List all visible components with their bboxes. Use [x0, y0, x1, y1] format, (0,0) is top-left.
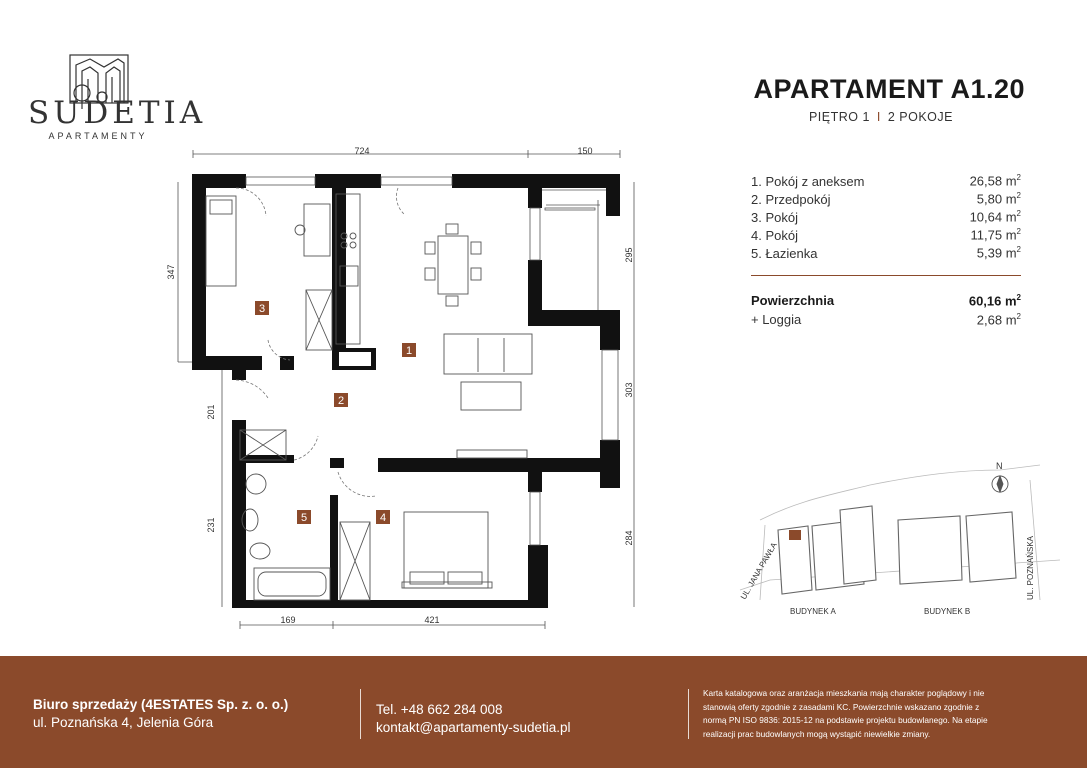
apartment-location-marker [789, 530, 801, 540]
dim-bottom-left: 169 [280, 615, 296, 625]
walls [192, 174, 620, 608]
dim-top-main: 724 [354, 146, 370, 156]
list-item [751, 172, 1021, 190]
room-area: 11,75 $m^2$ [970, 227, 1021, 243]
list-item [751, 226, 1021, 244]
street-right-label: UL. POZNAŃSKA [1026, 535, 1035, 600]
north-label: N [996, 461, 1003, 471]
summary-divider [751, 275, 1021, 276]
list-item [751, 190, 1021, 208]
dim-left-middle: 201 [206, 404, 216, 420]
street-left-label: UL. JANA PAWŁA [738, 541, 779, 601]
footer [0, 656, 1087, 768]
sales-office-address: ul. Poznańska 4, Jelenia Góra [33, 715, 214, 730]
loggia-label: + Loggia [751, 312, 802, 327]
room-marker-4: 4 [379, 512, 387, 524]
brand-subtitle: APARTAMENTY [48, 131, 148, 141]
disclaimer [703, 687, 1033, 741]
dim-left-upper: 347 [166, 264, 176, 280]
floor-label: PIĘTRO 1 [808, 110, 870, 124]
windows [246, 177, 618, 545]
room-interiors [339, 352, 371, 366]
room-area: 10,64 $m^2$ [969, 209, 1021, 225]
room-marker-2: 2 [337, 395, 345, 407]
apartment-subtitle [700, 110, 953, 124]
floor-plan [160, 140, 640, 640]
list-item [751, 208, 1021, 226]
building-b-blocks [898, 512, 1016, 584]
room-label: 4. Pokój [751, 227, 798, 243]
room-area: 5,39 $m^2$ [976, 245, 1021, 261]
room-marker-1: 1 [405, 345, 413, 357]
room-marker-5: 5 [300, 512, 308, 524]
room-area: 5,80 $m^2$ [976, 191, 1021, 207]
sales-office-title: Biuro sprzedaży (4ESTATES Sp. z. o. o.) [33, 697, 289, 712]
loggia-value: 2,68 $m^2$ [976, 311, 1021, 328]
email-link[interactable]: kontakt@apartamenty-sudetia.pl [376, 720, 571, 735]
dim-top-loggia: 150 [577, 146, 593, 156]
site-plan [720, 455, 1065, 635]
rooms-count-label: 2 POKOJE [887, 110, 953, 124]
disclaimer-line: realizacji prac budowlanych mogą wystąpić niewielkie zmiany. [703, 728, 931, 739]
building-b-label: BUDYNEK B [924, 607, 971, 616]
phone-link[interactable]: Tel. +48 662 284 008 [376, 702, 503, 717]
disclaimer-line: normą PN ISO 9836: 2015-12 na podstawie projektu budowlanego. Na etapie [703, 715, 988, 725]
doors [236, 188, 404, 496]
dim-left-lower: 231 [206, 517, 216, 533]
brand-name: SUDETIA [28, 95, 207, 131]
footer-divider [688, 689, 689, 739]
loggia-row [751, 310, 1021, 329]
room-marker-3: 3 [258, 303, 266, 315]
room-label: 3. Pokój [751, 209, 798, 225]
total-area-value: 60,16 $m^2$ [968, 292, 1021, 309]
total-area-label: Powierzchnia [751, 293, 835, 308]
room-area: 26,58 $m^2$ [969, 173, 1021, 189]
north-icon [992, 476, 1008, 492]
dim-right-lower: 284 [624, 530, 634, 546]
area-summary [751, 291, 1021, 329]
room-label: 2. Przedpokój [751, 191, 831, 207]
dim-right-middle: 303 [624, 382, 634, 398]
building-a-label: BUDYNEK A [790, 607, 836, 616]
dimension-lines [178, 150, 634, 629]
disclaimer-line: stanowią oferty zgodnie z zasadami KC. Powierzchnie wskazano zgodnie z [703, 701, 980, 712]
rooms-list [751, 172, 1021, 262]
dim-right-upper: 295 [624, 247, 634, 263]
total-area-row [751, 291, 1021, 310]
sales-office [33, 696, 288, 732]
room-label: 5. Łazienka [751, 245, 818, 261]
footer-divider [360, 689, 361, 739]
building-a-blocks [778, 506, 876, 594]
room-label: 1. Pokój z aneksem [751, 173, 865, 189]
contact-info [376, 701, 571, 737]
apartment-title: APARTAMENT A1.20 [753, 74, 1025, 104]
dim-bottom-right: 421 [424, 615, 440, 625]
disclaimer-line: Karta katalogowa oraz aranżacja mieszkania mają charakter poglądowy i nie [703, 688, 985, 698]
list-item [751, 244, 1021, 262]
subtitle-separator: I [876, 110, 881, 124]
furniture [206, 194, 532, 600]
